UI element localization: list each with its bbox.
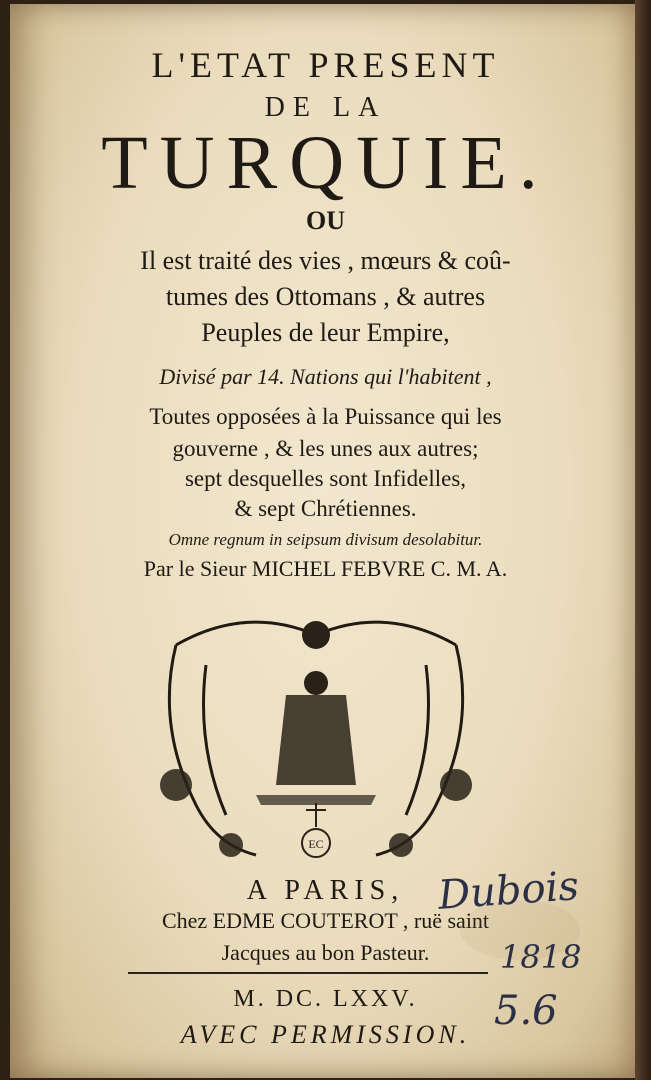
title-line-3: TURQUIE. (101, 121, 550, 205)
handwritten-owner-name: Dubois (436, 863, 581, 919)
title-line-2: DE LA (264, 92, 387, 123)
body-line-2: tumes des Ottomans , & autres (165, 282, 486, 311)
permission-line: AVEC PERMISSION. (180, 1020, 471, 1049)
cherub-head (302, 621, 330, 649)
continuation-line-1: Toutes opposées à la Puissance qui les (149, 404, 502, 429)
imprint-line-2: Chez EDME COUTEROT , ruë saint (161, 908, 490, 933)
continuation-line-2: gouverne , & les unes aux autres; (172, 436, 479, 461)
left-garland (169, 645, 256, 855)
continuation-line-3: sept desquelles sont Infidelles, (184, 466, 467, 491)
handwritten-year: 1818 (500, 938, 582, 976)
imprint-city: A PARIS, (246, 875, 405, 906)
author-line: Par le Sieur MICHEL FEBVRE C. M. A. (143, 556, 508, 581)
body-line-1: Il est traité des vies , mœurs & coû- (140, 246, 511, 275)
printers-vignette (136, 605, 496, 870)
latin-motto: Omne regnum in seipsum divisum desolabitur. (168, 530, 483, 549)
body-line-3: Peuples de leur Empire, (201, 318, 450, 347)
horizontal-rule (128, 972, 488, 974)
right-garland (376, 645, 463, 855)
central-figure (276, 695, 356, 785)
vignette-initials: EC (308, 837, 324, 851)
title-line-4: OU (306, 206, 345, 235)
title-line-1: L'ETAT PRESENT (151, 45, 500, 85)
imprint-line-3: Jacques au bon Pasteur. (221, 940, 430, 965)
handwritten-mark: 5.6 (494, 988, 558, 1034)
continuation-line-4: & sept Chrétiennes. (234, 496, 417, 521)
italic-line: Divisé par 14. Nations qui l'habitent , (159, 364, 492, 389)
publication-date: M. DC. LXXV. (233, 986, 418, 1012)
